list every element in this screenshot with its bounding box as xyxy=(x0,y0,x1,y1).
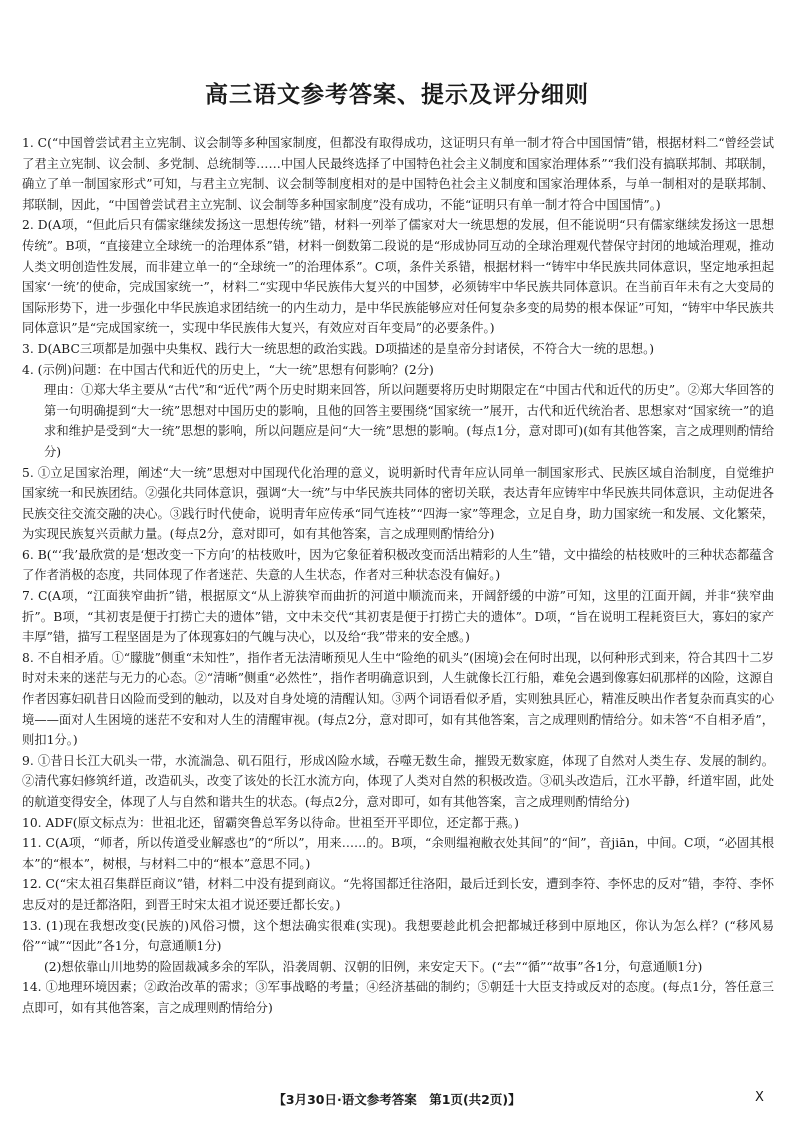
answer-item: 8. 不自相矛盾。①“朦胧”侧重“未知性”，指作者无法清晰预见人生中“险绝的矶头”(困境)会在何时出现，以何种形式到来，符合其四十二岁时对未来的迷茫与无力的心态。②“清晰”侧重“必然性”，指作者明确意识到，人生就像长江行船，难免会遇到像寡妇矶那样的凶险，这源自作者因寡妇矶昔日凶险而受到的触动，以及对自身处境的清醒认知。③两个词语看似矛盾，实则独具匠心，精准反映出作者复杂而真实的心境——面对人生困境的迷茫不安和对人生的清醒审视。(每点2分，意对即可，如有其他答案，言之成理则酌情给分。如未答“不自相矛盾”，则扣1分。) xyxy=(22,650,774,748)
answer-item: 12. C(“宋太祖召集群臣商议”错，材料二中没有提到商议。“先将国都迁往洛阳，最后迁到长安，遭到李符、李怀忠的反对”错，李符、李怀忠反对的是迁都洛阳，到晋王时宋太祖才说还要迁都长安。) xyxy=(22,877,774,912)
answer-item: 1. C(“中国曾尝试君主立宪制、议会制等多种国家制度，但都没有取得成功，这证明只有单一制才符合中国国情”错，根据材料二“曾经尝试了君主立宪制、议会制、多党制、总统制等……中国人民最终选择了中国特色社会主义制度和国家治理体系”“我们没有搞联邦制、邦联制，确立了单一制国家形式”可知，与君主立宪制、议会制等制度相对的是中国特色社会主义制度和国家治理体系，与单一制相对的是联邦制、邦联制，因此，“中国曾尝试君主立宪制、议会制等多种国家制度”没有成功，不能“证明只有单一制才符合中国国情”。) xyxy=(22,136,774,212)
answer-item: 3. D(ABC三项都是加强中央集权、践行大一统思想的政治实践。D项描述的是皇帝分封诸侯，不符合大一统的思想。) xyxy=(22,341,655,356)
answer-item: 2. D(A项，“但此后只有儒家继续发扬这一思想传统”错，材料一列举了儒家对大一统思想的发展，但不能说明“只有儒家继续发扬这一思想传统”。B项，“直接建立全球统一的治理体系”错，材料一倒数第二段说的是“形成协同互动的全球治理观代替保守封闭的地域治理观，推动人类文明创造性发展，而非建立单一的“全球统一”的治理体系”。C项，条件关系错，根据材料一“铸牢中华民族共同体意识，坚定地承担起国家‘一统’的使命，完成国家统一”，材料二“实现中华民族伟大复兴的中国梦，必须铸牢中华民族共同体意识。在当前百年未有之大变局的国际形势下，进一步强化中华民族追求团结统一的内生动力，是中华民族能够应对任何复杂多变的局势的根本保证”可知，“铸牢中华民族共同体意识”是“完成国家统一，实现中华民族伟大复兴，有效应对百年变局”的必要条件。) xyxy=(22,218,774,336)
answer-item: 4. (示例)问题：在中国古代和近代的历史上，“大一统”思想有何影响？(2分) xyxy=(22,362,434,377)
page-footer: 【3月30日·语文参考答案 第1页(共2页)】 xyxy=(273,1092,521,1107)
answer-item: 9. ①昔日长江大矶头一带，水流湍急、矶石阻行，形成凶险水域，吞噬无数生命，摧毁无数家庭，体现了自然对人类生存、发展的制约。②清代寡妇修筑纤道，改造矶头，改变了该处的长江水流方向，体现了人类对自然的积极改造。③矶头改造后，江水平静，纤道牢固，此处的航道变得安全，体现了人与自然和谐共生的状态。(每点2分，意对即可，如有其他答案，言之成理则酌情给分) xyxy=(22,753,774,809)
answer-item: 11. C(A项，“师者，所以传道受业解惑也”的“所以”，用来……的。B项，“余则缊袍敝衣处其间”的“间”，音jiān，中间。C项，“必固其根本”的“根本”，树根，与材料二中的“根本”意思不同。) xyxy=(22,836,774,871)
answer-body xyxy=(22,133,774,1019)
answer-item: 5. ①立足国家治理，阐述“大一统”思想对中国现代化治理的意义，说明新时代青年应认同单一制国家形式、民族区域自治制度，自觉维护国家统一和民族团结。②强化共同体意识，强调“大一统”与中华民族共同体的密切关联，表达青年应铸牢中华民族共同体意识，主动促进各民族交往交流交融的决心。③践行时代使命，说明青年应传承“同气连枝”“四海一家”等理念，立足自身，助力国家统一和发展、文化繁荣，为实现民族复兴贡献力量。(每点2分，意对即可，如有其他答案，言之成理则酌情给分) xyxy=(22,465,774,542)
page-title: 高三语文参考答案、提示及评分细则 xyxy=(205,82,589,108)
answer-item: 14. ①地理环境因素；②政治改革的需求；③军事战略的考量；④经济基础的制约；⑤朝廷十大臣支持或反对的态度。(每点1分，答任意三点即可，如有其他答案，言之成理则酌情给分) xyxy=(22,980,774,1015)
answer-subparagraph: (2)想依靠山川地势的险固裁减多余的军队，沿袭周朝、汉朝的旧例，来安定天下。(“去”“循”“故事”各1分，句意通顺1分) xyxy=(44,959,703,974)
footer-mark: X xyxy=(755,1090,764,1105)
answer-item: 7. C(A项，“江面狭窄曲折”错，根据原文“从上游狭窄而曲折的河道中顺流而来，开阔舒缓的中游”可知，这里的江面开阔，并非“狭窄曲折”。B项，“其初衷是便于打捞亡夫的遗体”错，文中未交代“其初衷是便于打捞亡夫的遗体”。D项，“旨在说明工程耗资巨大，寡妇的家产丰厚”错，描写工程坚固是为了体现寡妇的气魄与决心，以及给“我”带来的安全感。) xyxy=(22,589,774,645)
answer-subparagraph: 理由：①郑大华主要从“古代”和“近代”两个历史时期来回答，所以问题要将历史时期限定在“中国古代和近代的历史”。②郑大华回答的第一句明确提到“大一统”思想对中国历史的影响，且他的回答主要围绕“国家统一”展开，古代和近代统治者、思想家对“国家统一”的追求和维护是受到“大一统”思想的影响，所以问题应是问“大一统”思想的影响。(每点1分，意对即可)(如有其他答案，言之成理则酌情给分) xyxy=(44,383,774,459)
answer-item: 13. (1)现在我想改变(民族的)风俗习惯，这个想法确实很难(实现)。我想要趁此机会把都城迁移到中原地区，你认为怎么样？(“移风易俗”“诚”“因此”各1分，句意通顺1分) xyxy=(22,918,774,954)
answer-item: 6. B(“‘我’最欣赏的是‘想改变一下方向’的枯枝败叶，因为它象征着积极改变而活出精彩的人生”错，文中描绘的枯枝败叶的三种状态都蕴含了作者消极的态度，共同体现了作者迷茫、失意的人生状态，作者对三种状态没有偏好。) xyxy=(22,547,774,583)
answer-item: 10. ADF(原文标点为：世祖北还，留霸突鲁总军务以待命。世祖至开平即位，还定都于燕。) xyxy=(22,815,519,830)
